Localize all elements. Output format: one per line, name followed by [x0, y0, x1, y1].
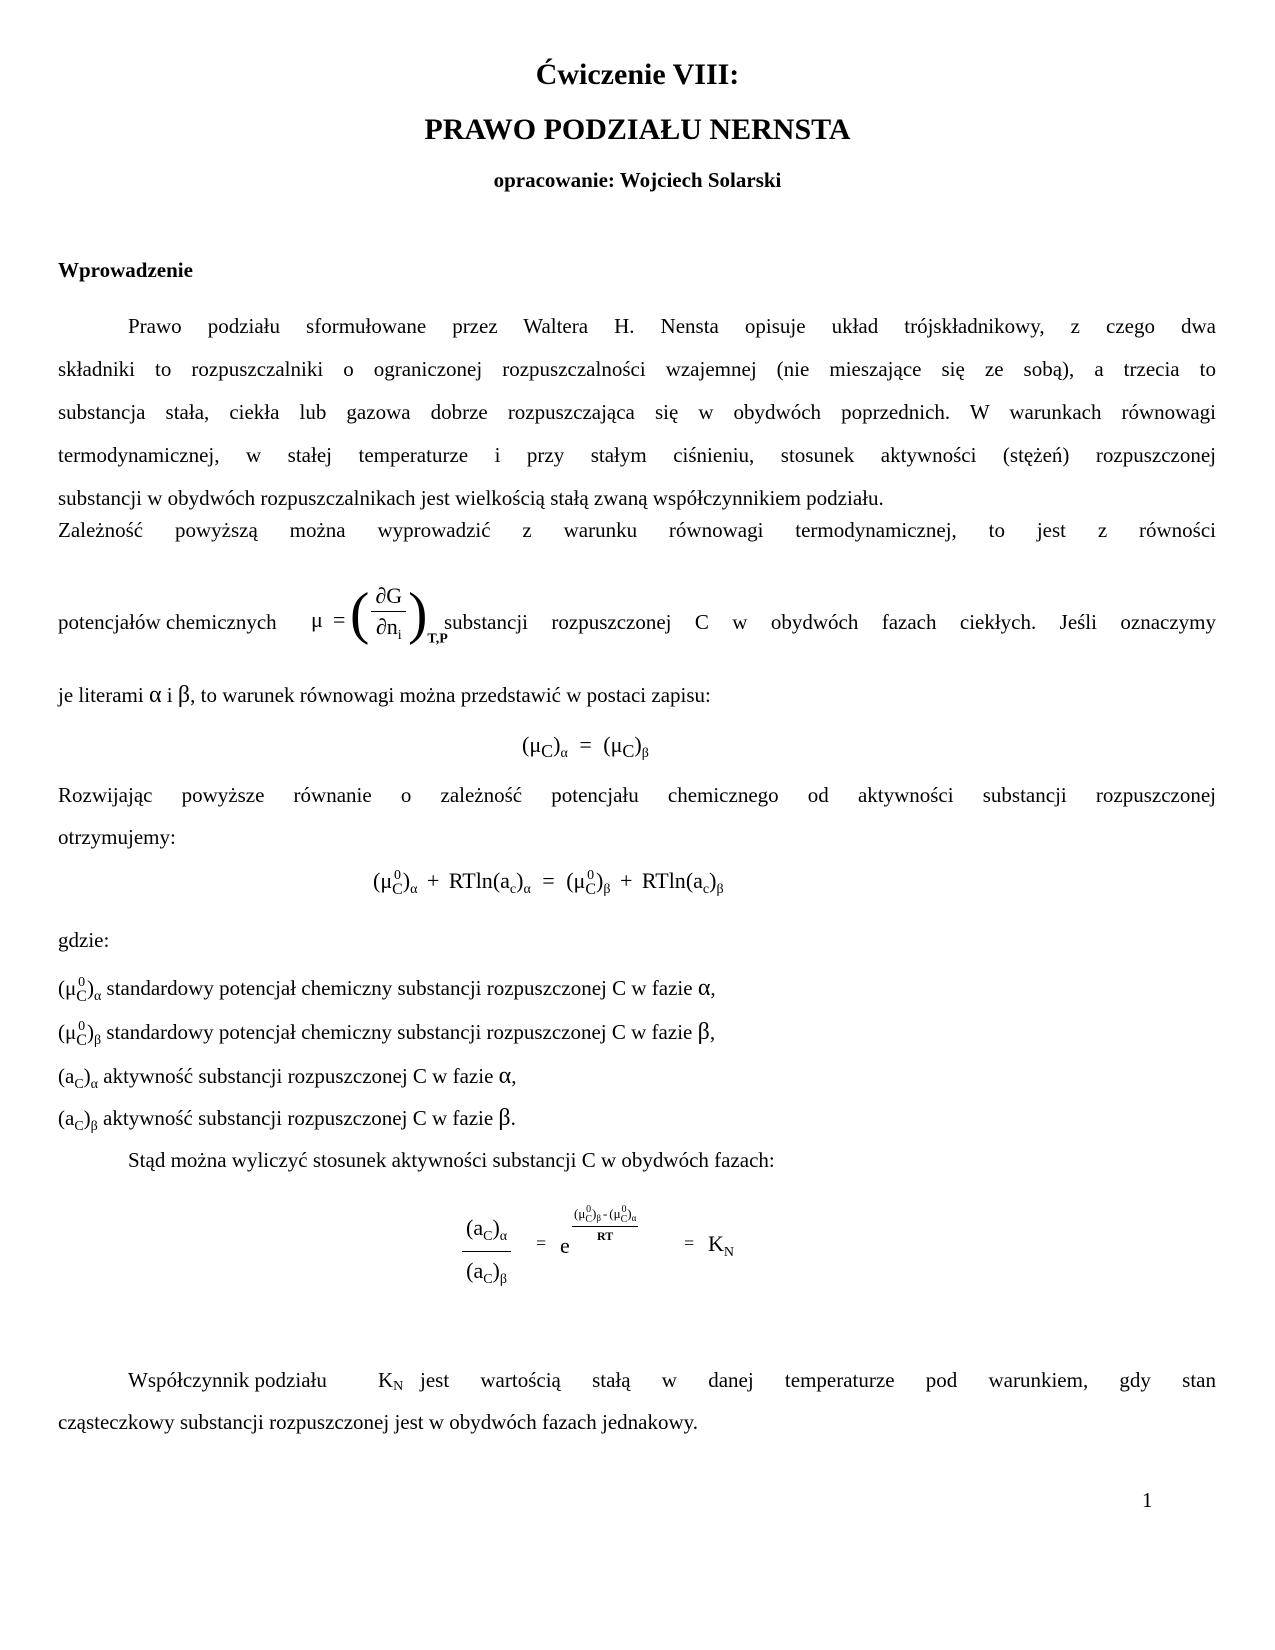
eq2-lp3: (: [566, 868, 574, 893]
def2-text: standardowy potencjał chemiczny substancji rozpuszczonej C w fazie: [106, 1020, 693, 1044]
ratio-numerator: [462, 1215, 511, 1252]
kn-symbol: [708, 1231, 734, 1261]
eq2-alpha2: α: [523, 882, 531, 897]
def2-stack: [76, 1020, 87, 1048]
num-alpha: α: [499, 1229, 508, 1244]
num-rp: ): [492, 1215, 500, 1240]
eq2-alpha1: α: [410, 882, 418, 897]
def3-alpha-sub: α: [90, 1077, 99, 1092]
eq2-rp1: ): [402, 868, 411, 893]
para2-line2-before: potencjałów chemicznych: [58, 610, 277, 634]
eq1-beta: β: [641, 746, 649, 761]
definition-4: [58, 1105, 1216, 1135]
eq2-stack1: [392, 869, 403, 897]
def3-lp: (: [58, 1064, 65, 1088]
eq1-rp1: ): [553, 732, 561, 757]
def3-comma: ,: [511, 1064, 517, 1088]
ratio-denominator: [462, 1252, 511, 1288]
final-line1-b: jest wartością stałą w danej temperaturze pod warunkiem, gdy stan: [420, 1368, 1216, 1392]
def1-rp: ): [86, 976, 94, 1000]
dn-subscript: i: [397, 628, 402, 643]
eq1-mu2: μ: [610, 732, 623, 757]
para2-line2: [58, 580, 1216, 653]
final-n: N: [393, 1379, 404, 1394]
para1-line5: substancji w obydwóch rozpuszczalnikach jest wielkością stałą zwaną współczynnikiem podziału.: [58, 486, 884, 510]
derivative-numerator: ∂G: [371, 583, 406, 612]
equation-chemical-potential: [373, 868, 724, 898]
ex-rp1: ): [592, 1205, 597, 1221]
eq2-c2: C: [585, 880, 597, 898]
def2-beta-sub: β: [93, 1033, 102, 1048]
def4-rp: ): [83, 1106, 91, 1130]
section-heading: Wprowadzenie: [58, 258, 193, 282]
ex-alpha: α: [631, 1212, 637, 1223]
eq2-mu1: μ: [380, 868, 393, 893]
def1-comma: ,: [710, 976, 716, 1000]
definition-3: [58, 1063, 1216, 1093]
paragraph-intro: [58, 305, 1216, 520]
eq2-csub1: c: [509, 882, 517, 897]
eq2-rt1: RT: [448, 868, 476, 893]
exponent-denominator: RT: [597, 1229, 614, 1243]
eq2-zero2: 0: [587, 867, 595, 883]
para2-line3-a: je literami: [58, 683, 144, 707]
para3-line1: Rozwijając powyższe równanie o zależność potencjału chemicznego od aktywności substancji rozpuszczonej: [58, 783, 1216, 807]
alpha-symbol: α: [148, 682, 162, 708]
ex-lp2: (: [609, 1205, 614, 1221]
den-lp: (: [466, 1258, 474, 1283]
para1-line1: Prawo podziału sformułowane przez Waltera H. Nensta opisuje układ trójskładnikowy, z czego dwa: [128, 314, 1216, 338]
def2-beta: β: [697, 1019, 710, 1045]
para2-line3-b: i: [166, 683, 173, 707]
def1-alpha: α: [697, 975, 711, 1001]
eq2-a1: a: [500, 868, 510, 893]
def1-text: standardowy potencjał chemiczny substancji rozpuszczonej C w fazie: [106, 976, 693, 1000]
ex-mu2: μ: [613, 1205, 621, 1221]
page-number: 1: [1142, 1488, 1153, 1512]
eq2-rp3: ): [596, 868, 604, 893]
den-rp: ): [492, 1258, 500, 1283]
def4-lp: (: [58, 1106, 65, 1130]
eq2-lp2: (: [492, 868, 501, 893]
eq1-equals: =: [579, 732, 592, 757]
eq1-c2: C: [622, 741, 635, 761]
para1-line3: substancja stała, ciekła lub gazowa dobrze rozpuszczająca się w obydwóch poprzednich. W warunkach równowagi: [58, 400, 1216, 424]
para2-line1: Zależność powyższą można wyprowadzić z warunku równowagi termodynamicznej, to jest z równości: [58, 518, 1216, 542]
right-paren-big: ): [408, 580, 428, 646]
ex-mu1: μ: [578, 1205, 586, 1221]
eq2-a2: a: [693, 868, 703, 893]
eq1-alpha: α: [560, 746, 568, 761]
eq2-equals: =: [542, 868, 555, 893]
final-kn: [378, 1368, 403, 1395]
def3-a: a: [65, 1064, 75, 1088]
ex-c2: C: [620, 1214, 628, 1225]
final-line1: [128, 1368, 1216, 1398]
ex-zero1: 0: [586, 1204, 592, 1215]
def2-c: C: [76, 1032, 87, 1050]
eq3-equals1: =: [536, 1233, 547, 1253]
eq2-ln2: ln: [668, 868, 686, 893]
def1-zero: 0: [78, 975, 86, 991]
den-a: a: [473, 1258, 484, 1283]
def4-beta-sub: β: [90, 1119, 98, 1134]
eq2-beta1: β: [603, 882, 611, 897]
para2-line3: [58, 682, 1216, 709]
eq2-mu2: μ: [573, 868, 586, 893]
def2-mu: μ: [65, 1020, 77, 1044]
eq1-mu1: μ: [529, 732, 542, 757]
eq2-csub2: c: [702, 882, 710, 897]
ex-stack1: [585, 1205, 592, 1225]
partial-derivative: [350, 580, 448, 647]
eq2-plus1: +: [426, 868, 440, 893]
left-paren-big: (: [350, 580, 370, 646]
def4-dot: .: [510, 1106, 516, 1130]
final-k: K: [378, 1368, 394, 1392]
ex-beta: β: [596, 1212, 601, 1223]
euler-e: e: [560, 1233, 570, 1258]
den-c: C: [483, 1272, 493, 1287]
mu-symbol: μ: [311, 607, 323, 632]
ex-lp1: (: [574, 1205, 579, 1221]
ex-zero2: 0: [621, 1204, 627, 1215]
para2-line3-c: , to warunek równowagi można przedstawić w postaci zapisu:: [190, 683, 711, 707]
def4-a: a: [65, 1106, 75, 1130]
eq3-equals2: =: [684, 1233, 695, 1253]
exponent-fraction: [572, 1205, 638, 1244]
eq2-plus2: +: [619, 868, 633, 893]
definition-2: [58, 1019, 1216, 1049]
num-a: a: [473, 1215, 484, 1240]
page-title: Ćwiczenie VIII:: [535, 58, 740, 91]
tp-subscript: T,P: [427, 631, 448, 647]
def1-c: C: [76, 988, 87, 1006]
derivative-fraction: [371, 583, 406, 644]
def1-lp: (: [58, 976, 65, 1000]
def2-zero: 0: [78, 1019, 86, 1035]
dn-symbol: ∂n: [375, 614, 398, 639]
ex-minus: -: [602, 1205, 608, 1221]
eq2-rt2: RT: [641, 868, 669, 893]
def3-text: aktywność substancji rozpuszczonej C w fazie: [103, 1064, 494, 1088]
def3-rp: ): [83, 1064, 91, 1088]
para1-line2: składniki to rozpuszczalniki o ograniczonej rozpuszczalności wzajemnej (nie mieszające się ze sobą), a trzecia to: [58, 357, 1216, 381]
page-subtitle: PRAWO PODZIAŁU NERNSTA: [424, 113, 851, 146]
para3-line2: otrzymujemy:: [58, 825, 176, 849]
ratio-intro: Stąd można wyliczyć stosunek aktywności substancji C w obydwóch fazach:: [128, 1148, 775, 1172]
para1-line4: termodynamicznej, w stałej temperaturze i przy stałym ciśnieniu, stosunek aktywności (stężeń) rozpuszczonej: [58, 443, 1216, 467]
eq2-lp1: (: [373, 868, 381, 893]
eq1-rp2: ): [634, 732, 642, 757]
final-line1-a: Współczynnik podziału: [128, 1368, 327, 1392]
def2-lp: (: [58, 1020, 65, 1044]
equation-equilibrium: [522, 732, 649, 762]
def4-text: aktywność substancji rozpuszczonej C w fazie: [103, 1106, 494, 1130]
derivative-denominator: [371, 612, 406, 644]
def2-rp: ): [86, 1020, 94, 1044]
eq2-c1: C: [392, 880, 403, 898]
num-lp: (: [466, 1215, 474, 1240]
eq2-stack2: [585, 869, 596, 897]
ex-rp2: ): [627, 1205, 632, 1221]
beta-symbol: β: [177, 682, 191, 708]
def4-c: C: [74, 1119, 84, 1134]
eq2-rp2: ): [516, 868, 524, 893]
author-line: opracowanie: Wojciech Solarski: [493, 168, 782, 192]
eq2-zero1: 0: [393, 867, 401, 883]
where-label: gdzie:: [58, 928, 110, 952]
final-line2: cząsteczkowy substancji rozpuszczonej jest w obydwóch fazach jednakowy.: [58, 1410, 699, 1434]
eq1-lp2: (: [603, 732, 611, 757]
def4-beta: β: [498, 1105, 511, 1131]
equals-sign: =: [333, 607, 346, 632]
den-beta: β: [499, 1272, 507, 1287]
activity-ratio-fraction: [462, 1215, 511, 1288]
eq1-lp1: (: [522, 732, 530, 757]
definition-1: [58, 975, 1216, 1005]
def2-comma: ,: [709, 1020, 716, 1044]
eq1-c1: C: [541, 741, 554, 761]
kn-k: K: [708, 1231, 724, 1256]
num-c: C: [483, 1229, 493, 1244]
para2-line2-after: substancji rozpuszczonej C w obydwóch fazach ciekłych. Jeśli oznaczymy: [444, 610, 1216, 634]
eq2-ln1: ln: [475, 868, 493, 893]
eq2-rp4: ): [709, 868, 717, 893]
ex-c1: C: [585, 1214, 592, 1225]
kn-n: N: [723, 1245, 735, 1260]
def3-c: C: [74, 1077, 84, 1092]
exponent-numerator: [572, 1205, 638, 1227]
def3-alpha: α: [498, 1063, 512, 1089]
eq2-beta2: β: [716, 882, 724, 897]
def1-mu: μ: [65, 976, 77, 1000]
eq2-lp4: (: [685, 868, 694, 893]
def1-alpha-sub: α: [93, 989, 102, 1004]
def1-stack: [76, 976, 87, 1004]
